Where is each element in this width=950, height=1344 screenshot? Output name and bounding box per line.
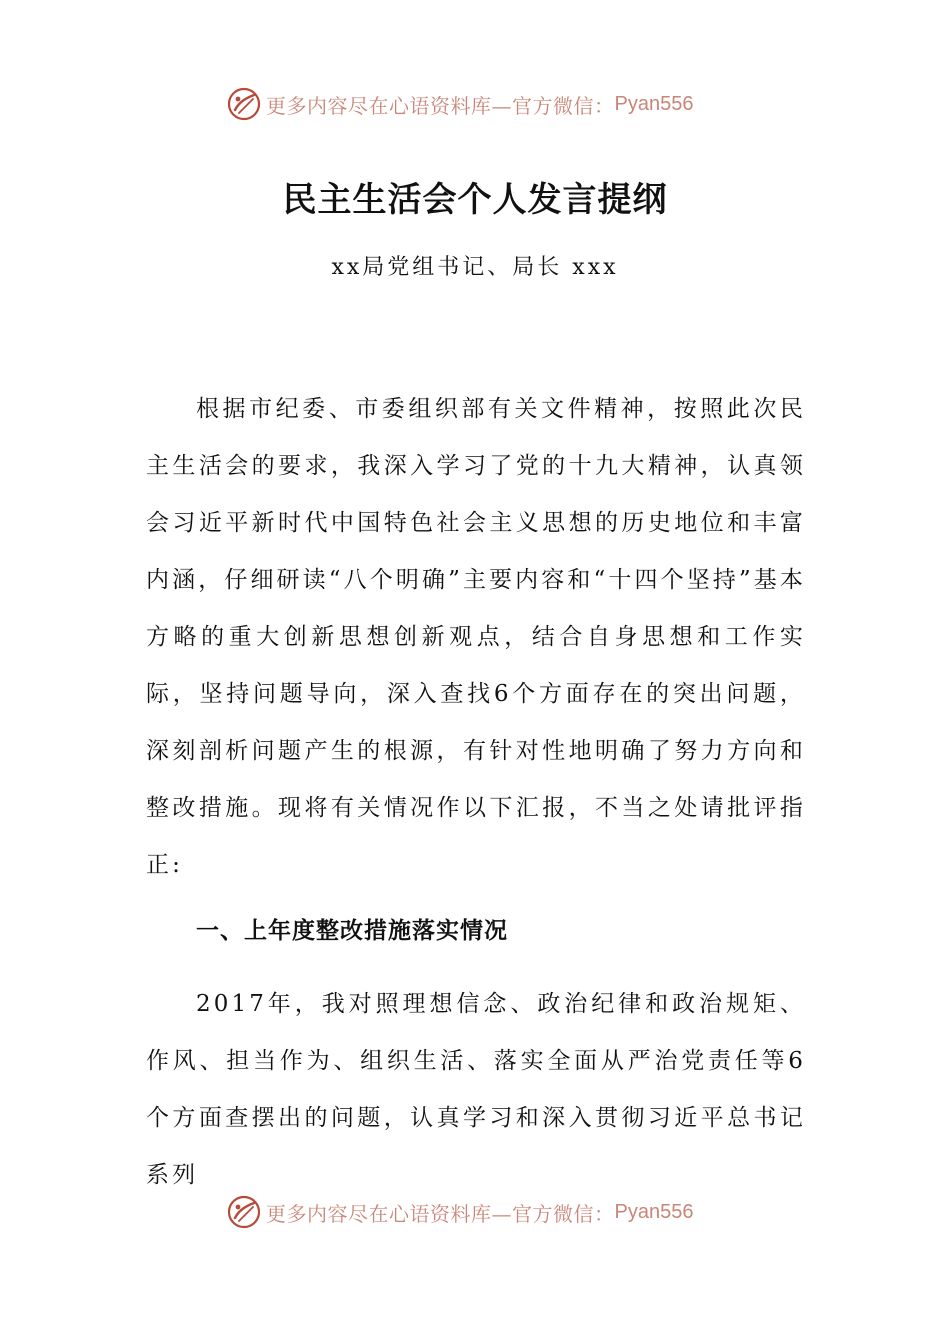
watermark-text: 更多内容尽在心语资料库—官方微信： xyxy=(266,93,615,118)
watermark-wechat-id: Pyan556 xyxy=(614,92,694,115)
brand-logo-icon xyxy=(226,1194,262,1230)
paragraph-intro: 根据市纪委、市委组织部有关文件精神，按照此次民主生活会的要求，我深入学习了党的十九大精神，认真领会习近平新时代中国特色社会主义思想的历史地位和丰富内涵，仔细研读“八个明确”主要内容和“十四个坚持”基本方略的重大创新思想创新观点，结合自身思想和工作实际，坚持问题导向，深入查找6个方面存在的突出问题，深刻剖析问题产生的根源，有针对性地明确了努力方向和整改措施。现将有关情况作以下汇报，不当之处请批评指正: xyxy=(146,396,806,878)
brand-logo-icon xyxy=(226,86,262,122)
watermark-text: 更多内容尽在心语资料库—官方微信： xyxy=(266,1201,615,1226)
watermark-header xyxy=(226,84,693,124)
document-author: xx局党组书记、局长 xxx xyxy=(331,255,619,280)
watermark-footer xyxy=(226,1192,693,1232)
watermark-wechat-id: Pyan556 xyxy=(614,1200,694,1223)
section-heading: 一、上年度整改措施落实情况 xyxy=(196,918,508,944)
paragraph-section-1: 2017年，我对照理想信念、政治纪律和政治规矩、作风、担当作为、组织生活、落实全面从严治党责任等6个方面查摆出的问题，认真学习和深入贯彻习近平总书记系列 xyxy=(146,991,806,1188)
document-title: 民主生活会个人发言提纲 xyxy=(282,180,668,220)
